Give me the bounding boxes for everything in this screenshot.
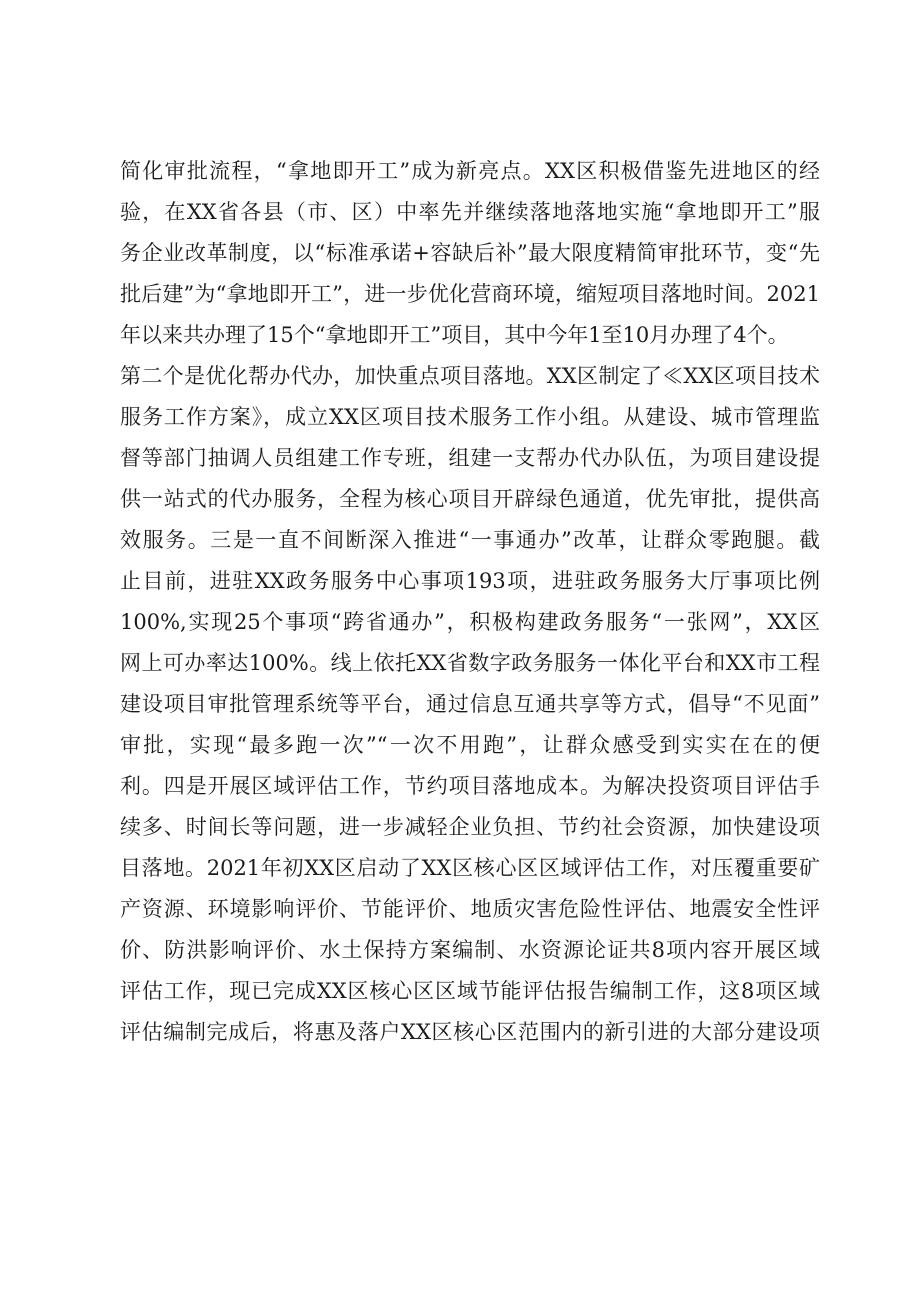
text-line: 网上可办率达100%。线上依托XX省数字政务服务一体化平台和XX市工程 bbox=[120, 651, 820, 675]
text-line: 100%,实现25个事项“跨省通办”，积极构建政务服务“一张网”，XX区 bbox=[120, 610, 820, 634]
body-paragraph bbox=[120, 151, 820, 1053]
text-line: 利。四是开展区域评估工作，节约项目落地成本。为解决投资项目评估手 bbox=[120, 774, 820, 798]
text-line: 效服务。三是一直不间断深入推进“一事通办”改革，让群众零跑腿。截 bbox=[120, 528, 820, 552]
text-line: 年以来共办理了15个“拿地即开工”项目，其中今年1至10月办理了4个。 bbox=[120, 323, 789, 347]
text-line: 产资源、环境影响评价、节能评价、地质灾害危险性评估、地震安全性评 bbox=[120, 897, 820, 921]
text-line: 建设项目审批管理系统等平台，通过信息互通共享等方式，倡导“不见面” bbox=[120, 692, 820, 716]
text-line: 审批，实现“最多跑一次”“一次不用跑”，让群众感受到实实在在的便 bbox=[120, 733, 820, 757]
text-line: 续多、时间长等问题，进一步减轻企业负担、节约社会资源，加快建设项 bbox=[120, 815, 820, 839]
text-line: 第二个是优化帮办代办，加快重点项目落地。XX区制定了≪XX区项目技术 bbox=[120, 364, 820, 388]
text-line: 简化审批流程，“拿地即开工”成为新亮点。XX区积极借鉴先进地区的经 bbox=[120, 159, 820, 183]
text-line: 督等部门抽调人员组建工作专班，组建一支帮办代办队伍，为项目建设提 bbox=[120, 446, 820, 470]
text-line: 止目前，进驻XX政务服务中心事项193项，进驻政务服务大厅事项比例 bbox=[120, 569, 820, 593]
text-line: 目落地。2021年初XX区启动了XX区核心区区域评估工作，对压覆重要矿 bbox=[120, 856, 820, 880]
text-line: 验，在XX省各县（市、区）中率先并继续落地落地实施“拿地即开工”服 bbox=[120, 200, 820, 224]
text-line: 服务工作方案》，成立XX区项目技术服务工作小组。从建设、城市管理监 bbox=[120, 405, 820, 429]
text-line: 评估工作，现已完成XX区核心区区域节能评估报告编制工作，这8项区域 bbox=[120, 979, 820, 1003]
text-line: 供一站式的代办服务，全程为核心项目开辟绿色通道，优先审批，提供高 bbox=[120, 487, 820, 511]
text-line: 批后建”为“拿地即开工”，进一步优化营商环境，缩短项目落地时间。2021 bbox=[120, 282, 820, 306]
text-line: 评估编制完成后，将惠及落户XX区核心区范围内的新引进的大部分建设项 bbox=[120, 1020, 820, 1044]
text-line: 价、防洪影响评价、水土保持方案编制、水资源论证共8项内容开展区域 bbox=[120, 938, 820, 962]
text-line: 务企业改革制度，以“标准承诺+容缺后补”最大限度精简审批环节，变“先 bbox=[120, 241, 820, 265]
